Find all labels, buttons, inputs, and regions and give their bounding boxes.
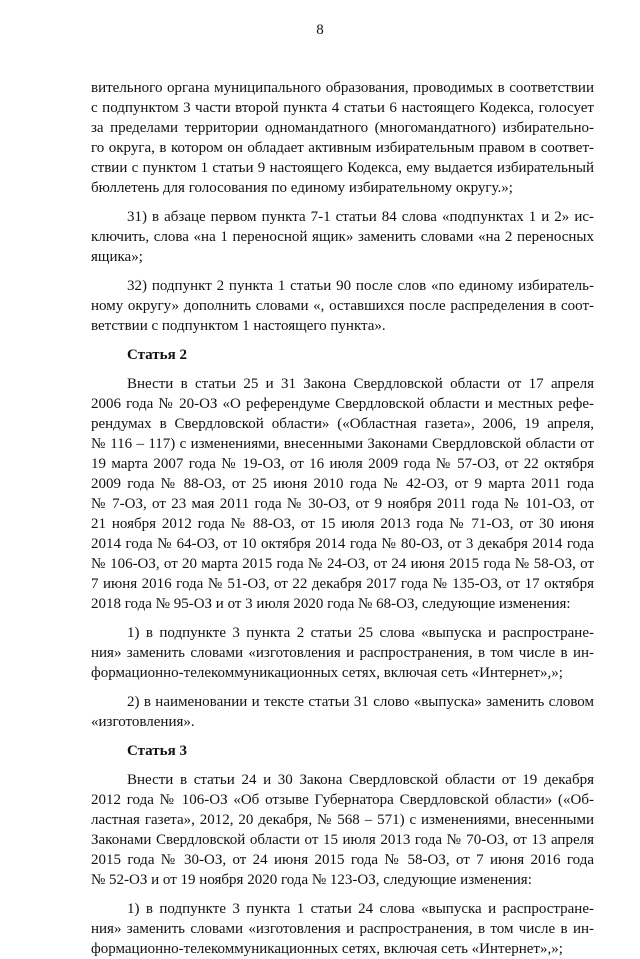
paragraph-gap [91,336,594,345]
text-line: формационно-телекоммуникационных сетях, включая сеть «Интернет»,»; [91,665,563,681]
paragraph [91,623,594,683]
paragraph [91,78,594,198]
text-line: за пределами территории одномандатного (многомандатного) избирательно- [91,120,594,136]
document-body [91,78,594,959]
paragraph-gap [91,614,594,623]
paragraph-gap [91,198,594,207]
text-line: бюллетень для голосования по единому избирательному округу.»; [91,180,513,196]
text-line: формационно-телекоммуникационных сетях, включая сеть «Интернет»,»; [91,941,563,957]
paragraph [91,899,594,959]
text-line: № 52-ОЗ и от 19 ноября 2020 года № 123-ОЗ, следующие изменения: [91,872,532,888]
text-line: 31) в абзаце первом пункта 7-1 статьи 84 слова «подпунктах 1 и 2» ис- [127,209,594,225]
text-line: ния» заменить словами «изготовления и распространения, в том числе в ин- [91,645,594,661]
text-line: Законами Свердловской области от 15 июля 2013 года № 70-ОЗ, от 13 апреля [91,832,594,848]
text-line: № 7-ОЗ, от 23 мая 2011 года № 30-ОЗ, от 9 ноября 2011 года № 101-ОЗ, от [91,496,594,512]
paragraph-gap [91,761,594,770]
paragraph-gap [91,267,594,276]
text-line: 1) в подпункте 3 пункта 1 статьи 24 слова «выпуска и распростране- [127,901,594,917]
text-line: 2012 года № 106-ОЗ «Об отзыве Губернатора Свердловской области» («Об- [91,792,594,808]
text-line: 7 июня 2016 года № 51-ОЗ, от 22 декабря 2017 года № 135-ОЗ, от 17 октября [91,576,594,592]
text-line: № 116 – 117) с изменениями, внесенными Законами Свердловской области от [91,436,594,452]
paragraph-gap [91,732,594,741]
text-line: «изготовления». [91,714,195,730]
paragraph [91,692,594,732]
text-line: го округа, в котором он обладает активным избирательным правом в соответ- [91,140,594,156]
text-line: 1) в подпункте 3 пункта 2 статьи 25 слова «выпуска и распростране- [127,625,594,641]
text-line: ствии с пунктом 1 статьи 9 настоящего Кодекса, ему выдается избирательный [91,160,594,176]
article-heading: Статья 3 [127,743,187,759]
text-line: 2018 года № 95-ОЗ и от 3 июля 2020 года № 68-ОЗ, следующие изменения: [91,596,571,612]
text-line: 21 ноября 2012 года № 88-ОЗ, от 15 июля 2013 года № 71-ОЗ, от 30 июня [91,516,594,532]
text-line: ному округу» дополнить словами «, оставшихся после распределения в соот- [91,298,594,314]
text-line: ключить, слова «на 1 переносной ящик» заменить словами «на 2 переносных [91,229,594,245]
paragraph [91,374,594,614]
text-line: 2009 года № 88-ОЗ, от 25 июня 2010 года № 42-ОЗ, от 9 марта 2011 года [91,476,594,492]
text-line: 32) подпункт 2 пункта 1 статьи 90 после слов «по единому избиратель- [127,278,594,294]
text-line: Внести в статьи 24 и 30 Закона Свердловской области от 19 декабря [127,772,594,788]
paragraph [91,207,594,267]
article-heading: Статья 2 [127,347,187,363]
text-line: 2015 года № 30-ОЗ, от 24 июня 2015 года № 58-ОЗ, от 7 июня 2016 года [91,852,594,868]
paragraph-gap [91,683,594,692]
text-line: 2) в наименовании и тексте статьи 31 слово «выпуска» заменить словом [127,694,594,710]
text-line: вительного органа муниципального образования, проводимых в соответствии [91,80,594,96]
text-line: 2006 года № 20-ОЗ «О референдуме Свердловской области и местных рефе- [91,396,594,412]
text-line: ящика»; [91,249,143,265]
text-line: с подпунктом 3 части второй пункта 4 статьи 6 настоящего Кодекса, голосует [91,100,594,116]
paragraph [91,770,594,890]
text-line: рендумах в Свердловской области» («Областная газета», 2006, 19 апреля, [91,416,594,432]
text-line: ния» заменить словами «изготовления и распространения, в том числе в ин- [91,921,594,937]
paragraph [91,276,594,336]
page-number: 8 [316,22,324,38]
text-line: 2014 года № 64-ОЗ, от 10 октября 2014 года № 80-ОЗ, от 3 декабря 2014 года [91,536,594,552]
text-line: № 106-ОЗ, от 20 марта 2015 года № 24-ОЗ, от 24 июня 2015 года № 58-ОЗ, от [91,556,594,572]
text-line: Внести в статьи 25 и 31 Закона Свердловской области от 17 апреля [127,376,594,392]
paragraph-gap [91,365,594,374]
text-line: 19 марта 2007 года № 19-ОЗ, от 16 июля 2009 года № 57-ОЗ, от 22 октября [91,456,594,472]
text-line: ветствии с подпунктом 1 настоящего пункта». [91,318,386,334]
paragraph-gap [91,890,594,899]
text-line: ластная газета», 2012, 20 декабря, № 568 – 571) с изменениями, внесенными [91,812,594,828]
